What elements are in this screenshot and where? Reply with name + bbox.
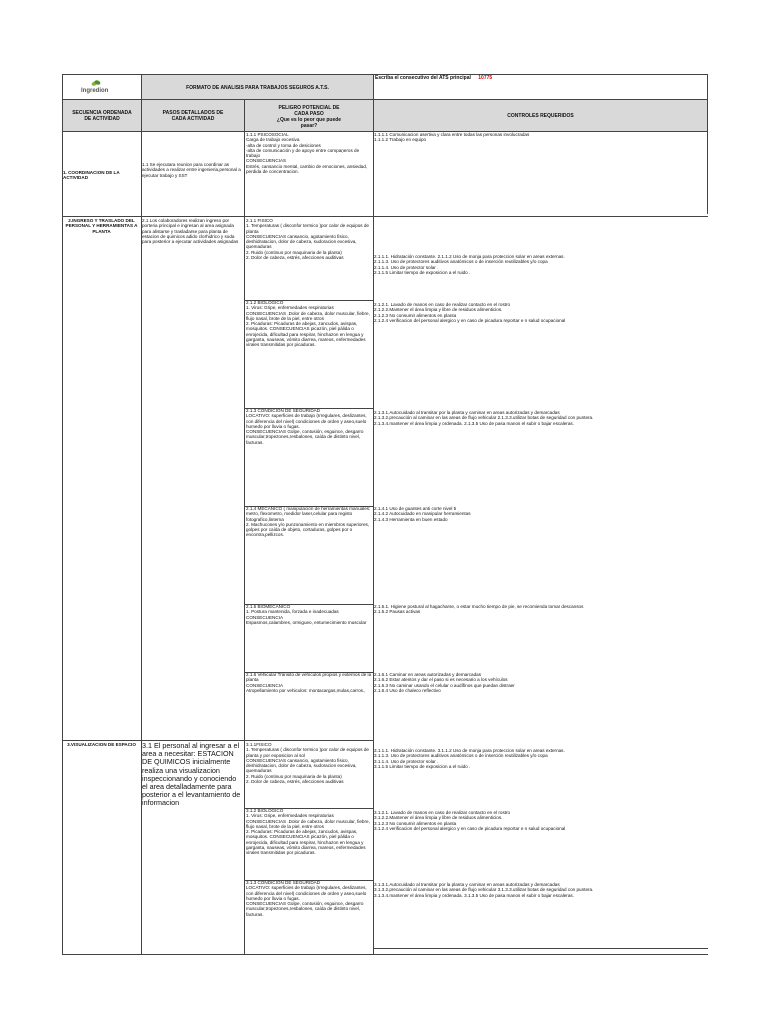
row3-step: 3.1 El personal al ingresar a el area a necesitar: ESTACION DE QUIMICOS inicialmente realiza una visualizacion inspeccionando y conociendo el area detalladamente para posterior a el levantamiento de informacion	[142, 741, 241, 808]
consecutive-cell	[373, 74, 708, 100]
row3-hazard-biologico: 3.1.2 BIOLOGICO 1. Virus: Gripe, enfermedades respiratorias CONSECUENCIAS .Dolor de cabeza, dolor muscular, fiebre, flujo nasal, brote de la piel, entre otros 2. Picaduras: Picaduras de abejas, zancudos, avispas, mosquitos. CONSECUENCIAS picazón, piel pálida o enrojecida, dificultad para respirar, hinchazon en lengua y garganta, nauseas, vómito diarrea, mareos, enfermedades virales transmitidas por picaduras.	[246, 808, 370, 856]
logo-cell	[62, 74, 142, 100]
col-header-activity: SECUENCIA ORDENADA DE ACTIVIDAD	[62, 99, 142, 132]
row2-control-biologico: 2.1.2.1. Lavado de manos en caso de realizar contacto en el rostro 2.1.2.2.Mantener el área limpia y libre de residuos alimenticios. 2.1.2.3 No consumir alimentos en planta 2.1.2.4 verificacion del personal alergico y en caso de picadura reportar e n salud ocupacional	[374, 302, 566, 323]
col-header-controls: CONTROLES REQUERIDOS	[373, 99, 708, 132]
row2-hazard-seguridad: 2.1.3 CONDICION DE SEGURIDAD LOCATIVO: superficies de trabajo (Irregulares, deslizantes, con diferencia del nivel) condiciones de orden y aseo,suelo humedo por lluvia o fugas. CONSECUENCIAS Golpe, contusión, esguince, desgarro muscular,tropezones,resbalones, caída de distinto nivel, facturas.	[246, 408, 367, 445]
row3-control-fisico: 3.1.1.1. Hidratación constante. 3.1.1.2 Uso de monja para proteccion solar en areas externas. 3.1.1.3. Uso de protectores auditivos anatómicos o de inserción reutilizables y/o copa 3.1.1.4. Uso de protector solar . 3.1.1.5 Limitar tiempo de exposicion a el ruido .	[374, 748, 565, 769]
row3-hazard-fisico: 3.1.1FISICO 1. Temperaturas ( disconfor termico )por calor de equipos de planta y por exposicion al sol CONSECUENCIAS cansancio, agotamiento fisico, deshidratacion, dolor de cabeza, sudoracion excesiva, quemaduras 2. Ruido (continuo por maquinaria de la planta) 2. Dolor de cabeza, estrés, afecciones auditivas	[246, 742, 369, 785]
col-header-steps: PASOS DETALLADOS DE CADA ACTIVIDAD	[141, 99, 245, 132]
row2-hazard-biologico: 2.1.2 BIOLOGICO 1. Virus: Gripe, enfermedades respiratorias CONSECUENCIAS .Dolor de cabeza, dolor muscular, fiebre, flujo nasal, brote de la piel, entre otros 2. Picaduras: Picaduras de abejas, zancudos, avispas, mosquitos. CONSECUENCIAS picazón, piel pálida o enrojecida, dificultad para respirar, hinchazon en lengua y garganta, nauseas, vómito diarrea, mareos, enfermedades virales transmitidas por picaduras.	[246, 300, 370, 348]
row2-hazard-fisico: 2.1.1 FISICO 1. Temperaturas ( disconfor termico )por calor de equipos de planta CONSECUENCIAS cansancio, agotamiento fisico, deshidratacion, dolor de cabeza, sudoracion excesiva, quemaduras 2. Ruido (continuo por maquinaria de la planta) 2. Dolor de cabeza, estrés, afecciones auditivas	[246, 218, 369, 261]
col-header-hazard-title: PELIGRO POTENCIAL DE CADA PASO	[278, 105, 340, 117]
row2-hazard-vehicular: 2.1.6 Vehicular Tránsito de vehículos propios y externos de la planta CONSECUENCIA Atropellamiento por vehiculos: montacargas,mulas,carros.,	[246, 672, 372, 693]
row2-control-biomecanico: 2.1.5.1. Higiene postural al hagacharse, o estar mucho tiempo de pie, se recomienda tomar descansos 2.1.5.2 Pausas activas	[374, 604, 584, 615]
ats-sheet	[62, 74, 708, 954]
col-header-hazard	[244, 99, 374, 132]
row2-control-fisico: 2.1.1.1. Hidratación constante. 2.1.1.2 Uso de monja para proteccion solar en areas externas. 2.1.1.3. Uso de protectores auditivos anatómicos o de inserción reutilizables y/o copa 2.1.1.4. Uso de protector solar . 2.1.1.5 Limitar tiempo de exposicion a el ruido .	[374, 254, 565, 275]
row1-activity: 1. COORDINACION DE LA ACTIVIDAD	[63, 170, 120, 181]
row2-control-seguridad: 2.1.3.1.Autocuidado al transitar por la planta y caminar en areas autorizadas y demarcadas 2.1.3.2.precaución al caminar en las areas de flujo vehicular 2.1.3.3.utilizar botas de seguridad con puntera. 2.1.3.4.mantener el área limpia y ordenada. 2.1.3.5 Uso de pasa manos el subir o bajar escaleras.	[374, 410, 594, 426]
row1-control: 1.1.1.1 Comunicacion asertiva y clara entre todas las personas involucradas 1.1.1.2 Trabajo en equipo	[374, 132, 530, 143]
row2-hazard-biomecanico: 2.1.5 BIOMECANICO 1. Postura mantenida, forzada e inadecuadas CONSECUENCIA Espasmos,calambres, ormigueo, entumecimiento muscular	[246, 604, 367, 625]
form-title: FORMATO DE ANALISIS PARA TRABAJOS SEGUROS A.T.S.	[141, 74, 374, 100]
row3-control-seguridad: 3.1.3.1.Autocuidado al transitar por la planta y caminar en areas autorizadas y demarcadas 3.1.3.2.precaución al caminar en las areas de flujo vehicular 3.1.3.3.utilizar botas de seguridad con puntera. 3.1.3.4.mantener el área limpia y ordenada. 3.1.3.5 Uso de pasa manos el subir o bajar escaleras.	[374, 882, 594, 898]
col-header-hazard-question: ¿Que es lo peor que puede pasar?	[276, 117, 342, 129]
row1-hazard: 1.1.1 PSICOSOCIAL Carga de trabajo excesiva -alta de control y toma de desiciones -alta de comunicación y de apoyo entre compaņeros de trabajo CONSECUENCIAS Estrés, cansancio mental, cambio de emociones, ansiedad, perdida de concentracion.	[246, 132, 368, 175]
ingredion-leaf-icon	[91, 79, 101, 88]
row2-step: 2.1 Los colaboradores realizan ingreso por porteria principal e ingresan al area asignada para alistarse y trasladarse para planta de estacion de quimicos adido clorhidrico y soda para posterior a ejecutar actividades asignadas	[142, 218, 239, 245]
row3-control-biologico: 3.1.2.1. Lavado de manos en caso de realizar contacto en el rostro 3.1.2.2.Mantener el área limpia y libre de residuos alimenticios. 3.1.2.3 No consumir alimentos en planta 3.1.2.4 verificacion del personal alergico y en caso de picadura reportar e n salud ocupacional	[374, 810, 566, 831]
row2-activity: 2.INGRESO Y TRASLADO DEL PERSONAL Y HERRAMIENTAS A PLANTA	[65, 218, 138, 234]
consecutive-value[interactable]: 10775	[478, 75, 493, 81]
row2-control-mecanico: 2.1.4.1 Uso de guantes anti corte nivel 5 2.1.4.2 Autocuidado en manipular herramientas 2.1.4.3 Herramienta en buen estado	[374, 506, 471, 522]
row2-hazard-mecanico: 2.1.4 MECANICO ( manipulación de herramientas manuales: metro, flexometro, medidor laser,celular para registo fotografico,linterna 2. Machucones y/o punzonamiento en miembros superiores, golpes por caída de objeto, cortaduras, golpes por o encontra,pellizcos.	[246, 506, 371, 538]
row3-hazard-seguridad: 3.1.3 CONDICION DE SEGURIDAD LOCATIVO: superficies de trabajo (Irregulares, deslizantes, con diferencia del nivel) condiciones de orden y aseo,suelo humedo por lluvia o fugas. CONSECUENCIAS Golpe, contusión, esguince, desgarro muscular,tropezones,resbalones, caída de distinto nivel, facturas.	[246, 880, 367, 917]
row3-activity: 3.VISUALIZACION DE ESPACIO	[67, 742, 136, 747]
logo-text: Ingredion	[81, 88, 109, 94]
consecutive-label: Escriba el consecutivo del ATS principal	[375, 75, 471, 81]
row1-step: 1.1 Se ejecutara reunion para coordinar as actividades a realizar entre ingenieria,personal a ejecutar trabajo y SST	[142, 162, 241, 178]
row2-control-vehicular: 2.1.6.1 Caminar en areas autorizadas y demarcadas 2.1.6.2 Estar atentos y dar el paso si es necesario a los vehículos 2.1.6.3 No caminar usando el celular o audífinos que puedan distraer 2.1.6.4 Uso de chaleco reflectivo	[374, 672, 515, 693]
